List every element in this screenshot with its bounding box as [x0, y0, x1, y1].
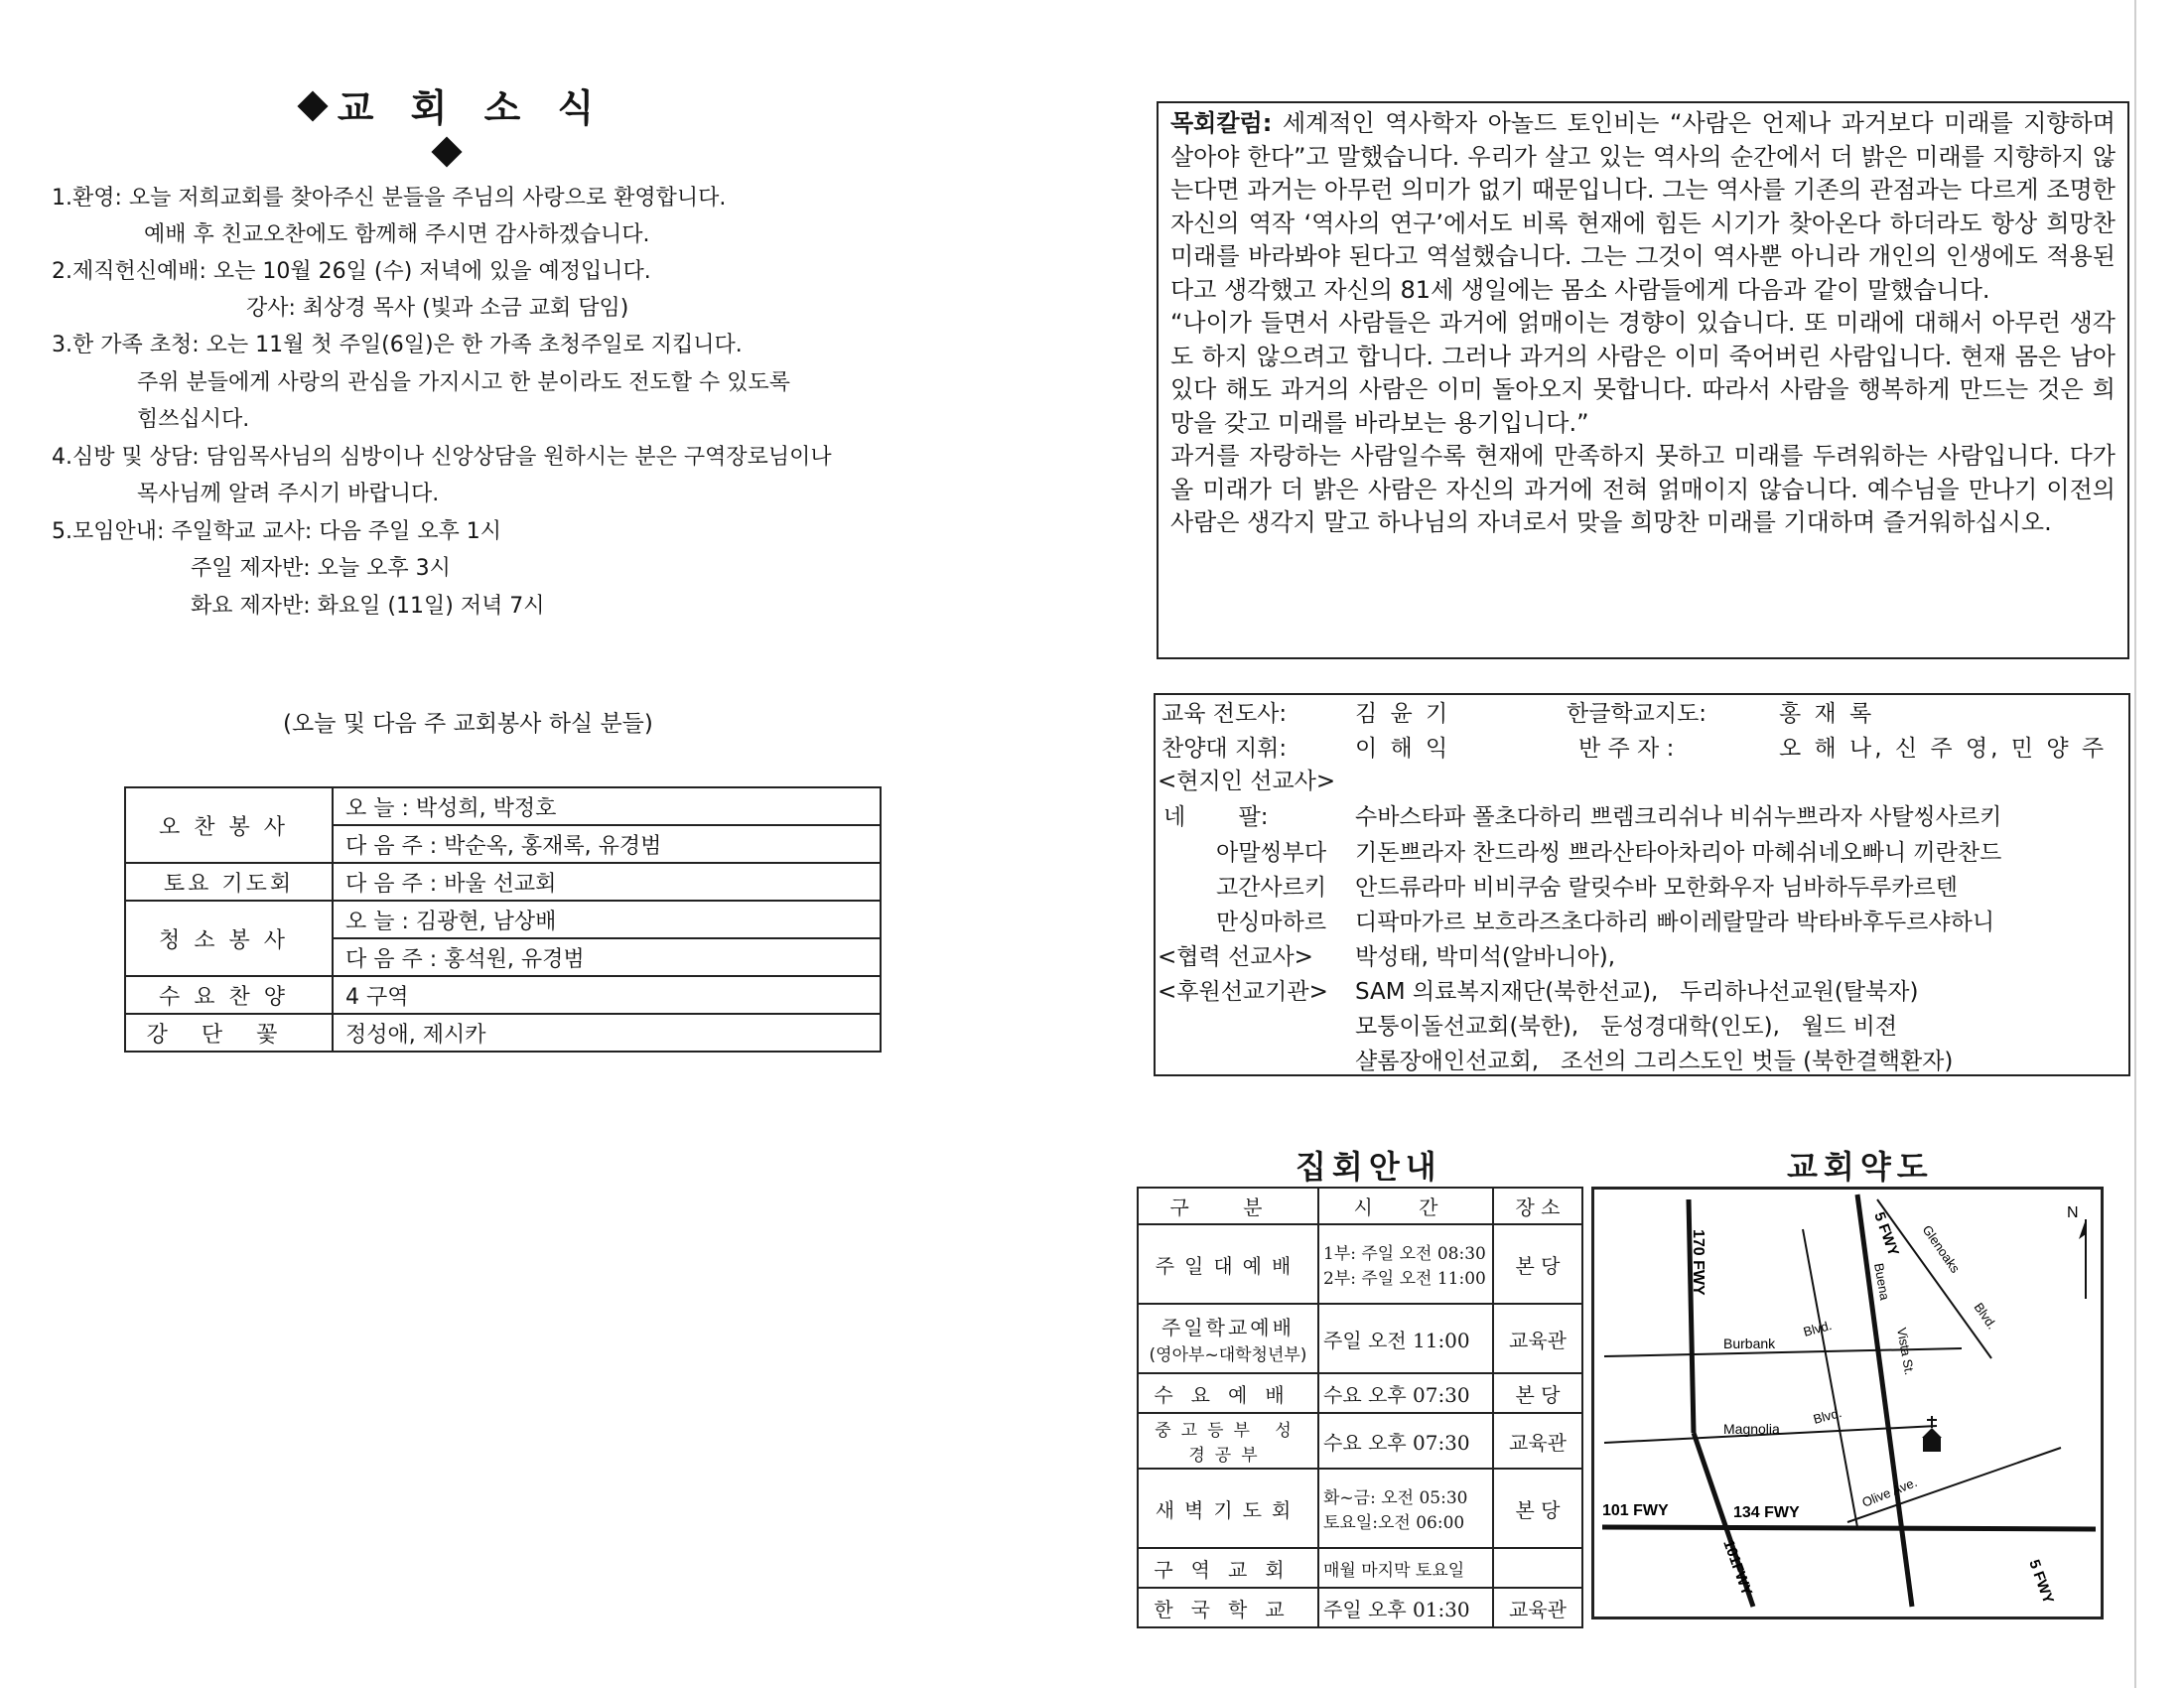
news-item: 힘쓰십시다. — [137, 407, 250, 432]
glenoaks-road — [1877, 1199, 1991, 1358]
time-line: 2부: 주일 오전 11:00 — [1323, 1269, 1486, 1289]
fwy-170-label: 170 FWY — [1690, 1229, 1706, 1296]
choir-label: 찬양대 지휘: — [1161, 736, 1288, 762]
glenoaks-label: Glenoaks — [1919, 1222, 1964, 1276]
pastor-column-box — [1157, 101, 2129, 659]
news-item: 2.제직헌신예배: 오는 10월 26일 (수) 저녁에 있을 예정입니다. — [52, 259, 651, 284]
column-text: 세계적인 역사학자 아놀드 토인비는 “사람은 언제나 과거보다 미래를 지향하며 살아야 한다”고 말했습니다. 우리가 살고 있는 역사의 순간에서 더 밝은 미래를 지향하지 않는다면 과거는 아무런 의미가 없기 때문입니다. 그는 역사를 기존의 관점과는 다르게 조명한 자신의 역작 ‘역사의 연구’에서도 비록 현재에 힘든 시기가 찾아온다 하더라도 항상 희망찬 미래를 바라봐야 된다고 역설했습니다. 그는 그것이 역사뿐 아니라 개인의 인생에도 적용된다고 생각했고 자신의 81세 생일에는 몸소 사람들에게 다음과 같이 말했습니다. — [1170, 109, 2116, 304]
table-cell: 다 음 주 : 홍석원, 유경범 — [333, 938, 881, 976]
table-cell: 새벽기도회 — [1138, 1469, 1318, 1548]
page-edge-line — [2134, 0, 2136, 1688]
table-cell: 교육관 — [1493, 1588, 1582, 1627]
news-item: 화요 제자반: 화요일 (11일) 저녁 7시 — [191, 594, 545, 619]
table-row — [125, 1014, 881, 1052]
table-cell: 수요 오후 07:30 — [1318, 1373, 1493, 1413]
nepal-names: 수바스타파 폴초다하리 쁘렘크리쉬나 비쉬누쁘라자 사탈씽사르키 — [1355, 804, 2002, 830]
news-item: 예배 후 친교오찬에도 함께해 주시면 감사하겠습니다. — [144, 222, 650, 247]
magnolia-blvd-label: Blvd. — [1811, 1404, 1843, 1427]
table-row — [125, 863, 881, 901]
news-title-text: 교 회 소 식 — [337, 86, 607, 130]
nepal-name-first: 고간사르키 — [1216, 875, 1327, 901]
school-label: 한글학교지도: — [1567, 701, 1707, 727]
fwy-134-label: 134 FWY — [1733, 1504, 1800, 1521]
table-row — [1138, 1304, 1582, 1373]
nepal-name-first: 만싱마하르 — [1216, 910, 1327, 935]
table-cell: 수요예배 — [1138, 1373, 1318, 1413]
table-row — [125, 976, 881, 1014]
church-icon — [1922, 1416, 1942, 1452]
table-cell: 구역교회 — [1138, 1548, 1318, 1588]
map-svg — [1594, 1190, 2101, 1617]
service-table — [124, 786, 882, 1053]
table-row — [1138, 1373, 1582, 1413]
nepal-names: 안드류라마 비비쿠숨 랄릿수바 모한화우자 님바하두루카르텐 — [1355, 875, 1958, 901]
edu-name: 김 윤 기 — [1355, 701, 1451, 727]
table-cell — [1493, 1548, 1582, 1588]
accomp-names: 오 해 나, 신 주 영, 민 양 주 — [1779, 736, 2108, 762]
support-orgs: SAM 의료복지재단(북한선교), 두리하나선교원(탈북자) — [1355, 979, 1919, 1005]
service-caption: (오늘 및 다음 주 교회봉사 하실 분들) — [283, 711, 653, 737]
table-cell: 오 늘 : 김광현, 남상배 — [333, 901, 881, 938]
time-line: 1부: 주일 오전 08:30 — [1323, 1244, 1486, 1264]
meetings-title: 집회안내 — [1296, 1148, 1442, 1186]
map-title: 교회약도 — [1787, 1148, 1934, 1186]
table-cell: 중고등부 성경공부 — [1138, 1413, 1318, 1469]
fwy-134-road — [1602, 1527, 2096, 1529]
news-title — [278, 77, 615, 176]
fwy-101-label: 101 FWY — [1602, 1502, 1669, 1519]
north-label: N — [2067, 1204, 2079, 1221]
table-cell: 매월 마지막 토요일 — [1318, 1548, 1493, 1588]
table-row — [1138, 1224, 1582, 1304]
table-cell: 강단꽃 — [125, 1014, 333, 1052]
support-orgs: 샬롬장애인선교회, 조선의 그리스도인 벗들 (북한결핵환자) — [1355, 1049, 1954, 1074]
nepal-name-first: 아말씽부다 — [1216, 840, 1327, 866]
table-cell: 오 늘 : 박성희, 박정호 — [333, 787, 881, 825]
table-cell: 주일대예배 — [1138, 1224, 1318, 1304]
news-item: 3.한 가족 초청: 오는 11월 첫 주일(6일)은 한 가족 초청주일로 지킵니다. — [52, 333, 743, 357]
glenoaks-blvd-label: Blvd. — [1971, 1300, 2000, 1333]
table-row — [125, 787, 881, 825]
burbank-label: Burbank — [1723, 1336, 1776, 1351]
news-item: 주일 제자반: 오늘 오후 3시 — [191, 556, 451, 581]
meeting-sub: (영아부~대학청년부) — [1149, 1345, 1307, 1365]
table-cell: 수요 오후 07:30 — [1318, 1413, 1493, 1469]
olive-road — [1847, 1448, 2061, 1522]
table-cell: 다 음 주 : 바울 선교회 — [333, 863, 881, 901]
support-orgs: 모퉁이돌선교회(북한), 둔성경대학(인도), 월드 비젼 — [1355, 1014, 1898, 1040]
time-line: 화~금: 오전 05:30 — [1323, 1488, 1468, 1508]
diamond-icon — [297, 90, 328, 121]
nepal-label: 네 팔: — [1163, 804, 1269, 830]
local-missionary-header: <현지인 선교사> — [1158, 769, 1336, 794]
north-arrow-head-icon — [2079, 1219, 2086, 1239]
table-cell: 교육관 — [1493, 1413, 1582, 1469]
news-item: 5.모임안내: 주일학교 교사: 다음 주일 오후 1시 — [52, 519, 502, 544]
table-cell: 본 당 — [1493, 1373, 1582, 1413]
table-cell: 본 당 — [1493, 1224, 1582, 1304]
table-row — [1138, 1413, 1582, 1469]
table-header: 시 간 — [1318, 1188, 1493, 1224]
news-item: 주위 분들에게 사랑의 관심을 가지시고 한 분이라도 전도할 수 있도록 — [137, 370, 790, 395]
vista-label: Vista St. — [1894, 1326, 1918, 1376]
news-item: 강사: 최상경 목사 (빛과 소금 교회 담임) — [246, 296, 629, 321]
olive-label: Olive Ave. — [1859, 1475, 1920, 1510]
table-cell — [1318, 1469, 1493, 1548]
table-header: 장 소 — [1493, 1188, 1582, 1224]
support-label: <후원선교기관> — [1158, 979, 1328, 1005]
table-cell — [1138, 1304, 1318, 1373]
meeting-name: 주일학교예배 — [1161, 1316, 1295, 1339]
table-cell: 다 음 주 : 박순옥, 홍재록, 유경범 — [333, 825, 881, 863]
column-paragraph — [1170, 107, 2116, 307]
column-paragraph: “나이가 들면서 사람들은 과거에 얽매이는 경향이 있습니다. 또 미래에 대해서 아무런 생각도 하지 않으려고 합니다. 그러나 과거의 사람은 이미 죽어버린 사람입니다. 현재 몸은 남아있다 해도 과거의 사람은 이미 돌아오지 못합니다. 따라서 사람을 행복하게 만드는 것은 희망을 갖고 미래를 바라보는 용기입니다.” — [1170, 309, 2116, 437]
table-cell: 오찬봉사 — [125, 787, 333, 863]
table-row — [125, 901, 881, 938]
church-map — [1591, 1187, 2104, 1619]
meetings-table — [1137, 1187, 1583, 1628]
fwy-5-road — [1857, 1195, 1912, 1607]
table-cell — [1318, 1224, 1493, 1304]
buena-label: Buena — [1871, 1261, 1893, 1302]
column-label: 목회칼럼: — [1170, 109, 1273, 137]
fwy-5-label: 5 FWY — [1870, 1209, 1902, 1259]
column-paragraph: 과거를 자랑하는 사람일수록 현재에 만족하지 못하고 미래를 두려워하는 사람입니다. 다가올 미래가 더 밝은 사람은 자신의 과거에 전혀 얽매이지 않습니다. 예수님을 만나기 이전의 사람은 생각지 말고 하나님의 자녀로서 맞을 희망찬 미래를 기대하며 즐거워하십시오. — [1170, 442, 2116, 536]
news-item: 1.환영: 오늘 저희교회를 찾아주신 분들을 주님의 사랑으로 환영합니다. — [52, 186, 727, 211]
table-cell: 정성애, 제시카 — [333, 1014, 881, 1052]
table-cell: 본 당 — [1493, 1469, 1582, 1548]
school-name: 홍 재 록 — [1779, 701, 1875, 727]
table-cell: 주일 오전 11:00 — [1318, 1304, 1493, 1373]
burbank-blvd-label: Blvd. — [1801, 1317, 1834, 1339]
accomp-label: 반 주 자 : — [1578, 736, 1675, 762]
nepal-names: 기돈쁘라자 찬드라씽 쁘라산타아차리아 마헤쉬네오빠니 끼란찬드 — [1355, 840, 2002, 866]
fwy-101-label: 101FWY — [1719, 1537, 1756, 1599]
table-row — [1138, 1188, 1582, 1224]
buena-vista-road — [1803, 1229, 1857, 1527]
coop-label: <협력 선교사> — [1158, 944, 1313, 970]
edu-label: 교육 전도사: — [1161, 701, 1288, 727]
fwy-5-label: 5 FWY — [2025, 1557, 2057, 1607]
table-cell: 교육관 — [1493, 1304, 1582, 1373]
news-item: 4.심방 및 상담: 담임목사님의 심방이나 신앙상담을 원하시는 분은 구역장로님이나 — [52, 445, 832, 470]
table-header: 구 분 — [1138, 1188, 1318, 1224]
table-cell: 토요 기도회 — [125, 863, 333, 901]
coop-names: 박성태, 박미석(알바니아), — [1355, 944, 1616, 970]
choir-name: 이 해 익 — [1355, 736, 1451, 762]
table-cell: 청소봉사 — [125, 901, 333, 976]
table-cell: 주일 오후 01:30 — [1318, 1588, 1493, 1627]
table-cell: 4 구역 — [333, 976, 881, 1014]
diamond-icon — [431, 136, 462, 167]
time-line: 토요일:오전 06:00 — [1323, 1513, 1465, 1533]
table-row — [1138, 1548, 1582, 1588]
table-cell: 수요찬양 — [125, 976, 333, 1014]
nepal-names: 디팍마가르 보흐라즈초다하리 빠이레랄말라 박타바후두르샤하니 — [1355, 910, 1995, 935]
table-row — [1138, 1469, 1582, 1548]
magnolia-label: Magnolia — [1723, 1421, 1780, 1437]
table-row — [1138, 1588, 1582, 1627]
news-item: 목사님께 알려 주시기 바랍니다. — [137, 482, 440, 506]
table-cell: 한국학교 — [1138, 1588, 1318, 1627]
